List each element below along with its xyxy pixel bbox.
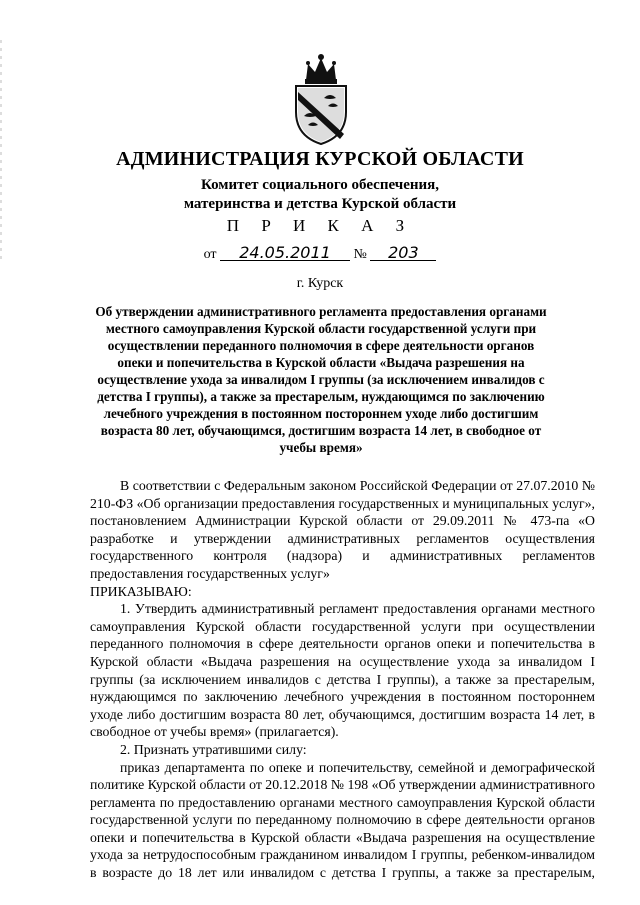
item-2-heading: 2. Признать утратившими силу:: [120, 741, 307, 757]
document-type: П Р И К А З: [226, 216, 414, 235]
committee-line-2: материнства и детства Курской области: [183, 196, 457, 212]
item-2-text: приказ департамента по опеке и попечительству, семейной и демографической политике Курской области от 20.12.2018 № 198 «Об утверждении административного регламента по предоставлению органами местного самоуправления Курской области государственной услуги по переданному полномочию в сфере деятельности органов опеки и попечительства в Курской области «Выдача разрешения на осуществление ухода за нетрудоспособным гражданином инвалидом I группы, ребенком-инвалидом в возрасте до 18 лет или инвалидом с детства I группы, а также за престарелым,: [90, 759, 596, 881]
committee-line-1: Комитет социального обеспечения,: [200, 177, 440, 193]
committee-name: [0, 176, 640, 214]
number-prefix: №: [353, 247, 367, 262]
order-body: [90, 477, 595, 882]
administration-title: АДМИНИСТРАЦИЯ КУРСКОЙ ОБЛАСТИ: [116, 148, 524, 170]
preamble-paragraph: В соответствии с Федеральным законом Российской Федерации от 27.07.2010 № 210-ФЗ «Об организации предоставления государственных и муниципальных услуг», постановлением Администрации Курской области от 29.09.2011 № 473-па «О разработке и утверждении административных регламентов осуществления государственного контроля (надзора) и административных регламентов предоставления государственных услуг»: [90, 478, 595, 581]
handwritten-number: 203: [370, 246, 436, 261]
item-1-paragraph: 1. Утвердить административный регламент предоставления органами местного самоуправления Курской области государственной услуги при осуществлении переданного полномочия в сфере деятельности органов опеки и попечительства в Курской области «Выдача разрешения на осуществление ухода за инвалидом I группы (за исключением инвалидов с детства I группы), а также за престарелым, нуждающимся по заключению лечебного учреждения в постоянном постороннем уходе либо достигшим возраста 80 лет, обучающимся, достигшим возраста 14 лет, в свободное от учебы время» (прилагается).: [90, 601, 595, 740]
order-subject: Об утверждении административного регламента предоставления органами местного самоуправления Курской области государственной услуги при осуществлении переданного полномочия в сфере деятельности органов опеки и попечительства в Курской области «Выдача разрешения на осуществление ухода за инвалидом I группы (за исключением инвалидов с детства I группы), а также за престарелым, нуждающимся по заключению лечебного учреждения в постоянном постороннем уходе либо достигшим возраста 80 лет, обучающимся, достигшим возраста 14 лет, в свободное от учебы время»: [95, 304, 547, 455]
handwritten-date: 24.05.2011: [220, 246, 350, 261]
city: г. Курск: [296, 276, 344, 291]
order-word: ПРИКАЗЫВАЮ:: [90, 583, 192, 599]
date-prefix: от: [203, 247, 217, 262]
kursk-coat-of-arms-icon: [286, 50, 356, 146]
order-date-number: [0, 243, 640, 263]
